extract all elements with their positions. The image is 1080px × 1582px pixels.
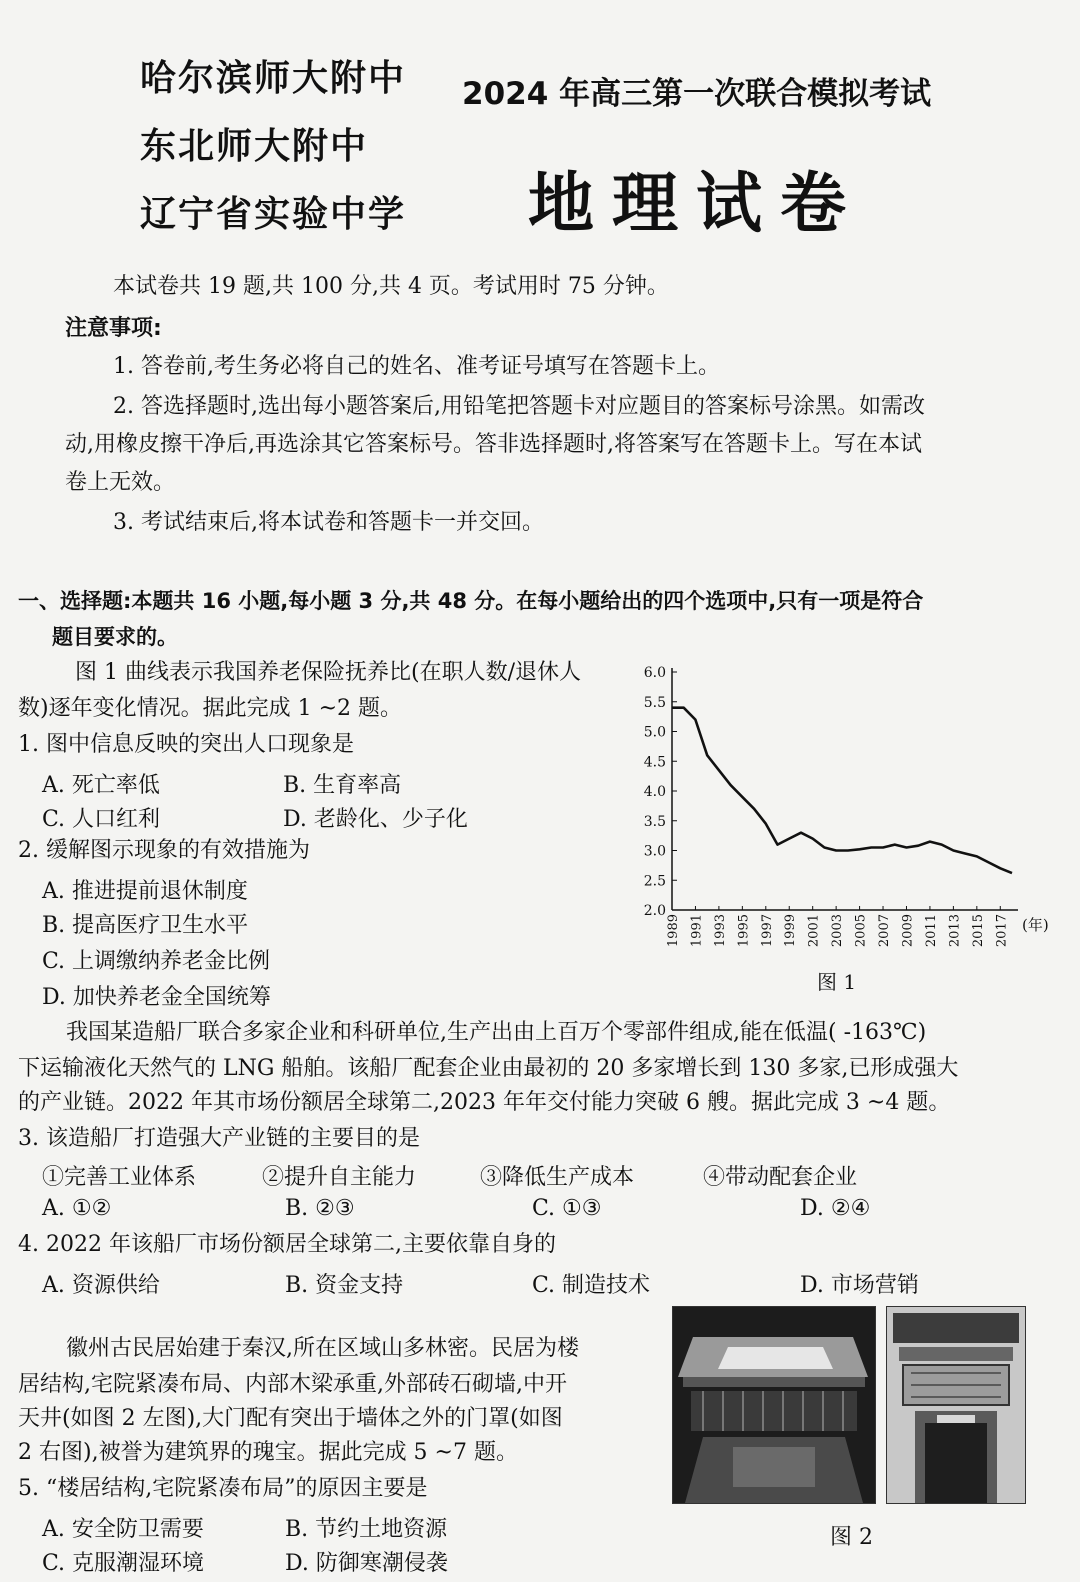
x-tick-label-0: 1989 — [666, 914, 681, 948]
chart-svg — [630, 660, 1070, 960]
school-name-1: 哈尔滨师大附中 — [140, 58, 407, 99]
q1-option-a: A. 死亡率低 — [42, 773, 160, 798]
group2-stem-line-2: 下运输液化天然气的 LNG 船舶。该船厂配套企业由最初的 20 多家增长到 130 多家,已形成强大 — [18, 1056, 959, 1081]
x-tick-label-3: 1995 — [736, 914, 752, 948]
notice-1: 1. 答卷前,考生务必将自己的姓名、准考证号填写在答题卡上。 — [113, 354, 720, 379]
figure-2-right-photo-gate — [886, 1306, 1026, 1504]
q3-option-d: D. ②④ — [800, 1196, 871, 1221]
subject-title: 地理试卷 — [528, 164, 864, 242]
x-tick-label-2: 1993 — [712, 914, 728, 948]
series-line-dependency-ratio — [672, 708, 1012, 873]
courtyard-illustration — [673, 1307, 875, 1503]
q3-option-c: C. ①③ — [532, 1196, 602, 1221]
q4-option-b: B. 资金支持 — [285, 1273, 404, 1298]
group3-stem-line-4: 2 右图),被誉为建筑界的瑰宝。据此完成 5 ~7 题。 — [18, 1440, 518, 1465]
group2-stem-line-1: 我国某造船厂联合多家企业和科研单位,生产出由上百万个零部件组成,能在低温( -163℃) — [66, 1020, 927, 1045]
q1-option-d: D. 老龄化、少子化 — [283, 807, 468, 832]
figure-1-chart — [630, 660, 1070, 960]
x-axis-label: (年) — [1022, 916, 1049, 934]
x-tick-label-13: 2015 — [970, 914, 986, 948]
exam-summary: 本试卷共 19 题,共 100 分,共 4 页。考试用时 75 分钟。 — [113, 274, 669, 299]
q4-option-d: D. 市场营销 — [800, 1273, 919, 1298]
question-1: 1. 图中信息反映的突出人口现象是 — [18, 732, 354, 757]
q4-option-a: A. 资源供给 — [42, 1273, 160, 1298]
y-tick-label-2: 3.0 — [643, 843, 666, 860]
x-tick-label-1: 1991 — [689, 914, 705, 948]
section-heading-line-1: 一、选择题:本题共 16 小题,每小题 3 分,共 48 分。在每小题给出的四个选项中,只有一项是符合 — [18, 589, 924, 613]
y-tick-label-0: 2.0 — [643, 903, 666, 919]
y-tick-label-8: 6.0 — [643, 665, 666, 681]
y-tick-label-7: 5.5 — [643, 694, 666, 711]
q3-option-a: A. ①② — [42, 1196, 112, 1221]
q2-option-c: C. 上调缴纳养老金比例 — [42, 949, 271, 974]
school-name-3: 辽宁省实验中学 — [140, 194, 407, 235]
question-4: 4. 2022 年该船厂市场份额居全球第二,主要依靠自身的 — [18, 1232, 556, 1257]
figure-1-caption: 图 1 — [817, 970, 857, 994]
group3-stem-line-2: 居结构,宅院紧凑布局、内部木梁承重,外部砖石砌墙,中开 — [18, 1372, 567, 1397]
q2-option-a: A. 推进提前退休制度 — [42, 879, 248, 904]
x-tick-label-9: 2007 — [877, 914, 893, 948]
x-tick-label-10: 2009 — [900, 914, 916, 948]
notice-2-line-1: 2. 答选择题时,选出每小题答案后,用铅笔把答题卡对应题目的答案标号涂黑。如需改 — [113, 394, 925, 419]
x-tick-label-4: 1997 — [759, 914, 775, 948]
q5-option-c: C. 克服潮湿环境 — [42, 1551, 205, 1576]
section-heading-line-2: 题目要求的。 — [52, 625, 178, 649]
group1-stem-line-1: 图 1 曲线表示我国养老保险抚养比(在职人数/退休人 — [75, 660, 581, 685]
x-tick-label-11: 2011 — [923, 914, 939, 948]
x-tick-label-14: 2017 — [994, 914, 1010, 948]
q3-item-1: ①完善工业体系 — [42, 1165, 197, 1190]
q5-option-b: B. 节约土地资源 — [285, 1517, 448, 1542]
y-tick-label-1: 2.5 — [643, 873, 666, 890]
q1-option-b: B. 生育率高 — [283, 773, 402, 798]
y-tick-label-6: 5.0 — [643, 724, 666, 741]
y-tick-label-4: 4.0 — [643, 784, 666, 800]
group3-stem-line-1: 徽州古民居始建于秦汉,所在区域山多林密。民居为楼 — [66, 1336, 579, 1361]
notice-title: 注意事项: — [65, 316, 162, 341]
y-tick-label-5: 4.5 — [643, 754, 666, 771]
q3-item-4: ④带动配套企业 — [703, 1165, 858, 1190]
notice-2-line-2: 动,用橡皮擦干净后,再选涂其它答案标号。答非选择题时,将答案写在答题卡上。写在本试 — [65, 432, 922, 457]
figure-2-left-photo-courtyard — [672, 1306, 876, 1504]
q3-item-3: ③降低生产成本 — [480, 1165, 635, 1190]
group1-stem-line-2: 数)逐年变化情况。据此完成 1 ~2 题。 — [18, 696, 402, 721]
notice-2-line-3: 卷上无效。 — [65, 470, 176, 495]
question-2: 2. 缓解图示现象的有效措施为 — [18, 838, 310, 863]
q4-option-c: C. 制造技术 — [532, 1273, 651, 1298]
y-tick-label-3: 3.5 — [643, 813, 666, 830]
gate-illustration — [887, 1307, 1025, 1503]
q5-option-a: A. 安全防卫需要 — [42, 1517, 204, 1542]
x-tick-label-8: 2005 — [853, 914, 869, 948]
q3-item-2: ②提升自主能力 — [262, 1165, 417, 1190]
x-tick-label-12: 2013 — [947, 914, 963, 948]
group3-stem-line-3: 天井(如图 2 左图),大门配有突出于墙体之外的门罩(如图 — [18, 1406, 563, 1431]
q3-option-b: B. ②③ — [285, 1196, 355, 1221]
x-tick-label-5: 1999 — [783, 914, 799, 948]
notice-3: 3. 考试结束后,将本试卷和答题卡一并交回。 — [113, 510, 544, 535]
question-3: 3. 该造船厂打造强大产业链的主要目的是 — [18, 1126, 420, 1151]
q1-option-c: C. 人口红利 — [42, 807, 161, 832]
q2-option-d: D. 加快养老金全国统筹 — [42, 985, 271, 1010]
question-5: 5. “楼居结构,宅院紧凑布局”的原因主要是 — [18, 1476, 428, 1501]
q2-option-b: B. 提高医疗卫生水平 — [42, 913, 249, 938]
exam-title: 2024 年高三第一次联合模拟考试 — [462, 76, 932, 112]
x-tick-label-6: 2001 — [806, 914, 822, 948]
x-tick-label-7: 2003 — [830, 914, 846, 948]
q5-option-d: D. 防御寒潮侵袭 — [285, 1551, 448, 1576]
figure-2-caption: 图 2 — [830, 1525, 873, 1550]
group2-stem-line-3: 的产业链。2022 年其市场份额居全球第二,2023 年年交付能力突破 6 艘。据此完成 3 ~4 题。 — [18, 1090, 951, 1115]
school-name-2: 东北师大附中 — [140, 126, 369, 167]
